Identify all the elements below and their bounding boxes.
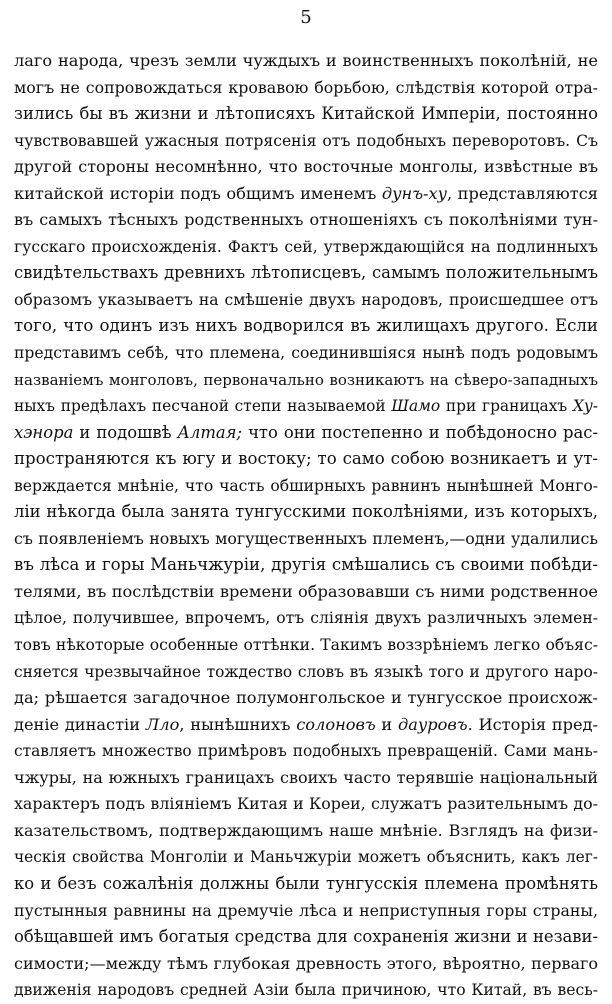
text-segment: въ лѣса и горы Маньчжуріи, другія смѣшались съ своими побѣди- (14, 555, 598, 575)
text-segment: того, что одинъ изъ нихъ водворился въ жилищахъ другого. Если (14, 316, 598, 336)
italic-term: Ху- (572, 397, 598, 416)
text-segment: съ появленіемъ новыхъ могущественныхъ племенъ,—одни удалились (14, 528, 598, 548)
text-line (14, 287, 598, 314)
text-segment: ставляетъ множество примѣровъ подобныхъ превращеній. Сами мань- (14, 742, 598, 761)
text-segment: ко и безъ сожалѣнія должны были тунгусскія племена промѣнять (14, 873, 598, 893)
text-line (14, 154, 598, 181)
text-segment: . Исторія пред- (467, 714, 598, 734)
text-line (14, 340, 598, 367)
text-line (14, 420, 598, 447)
text-line (14, 313, 598, 340)
text-segment: ческія свойства Монголіи и Маньчжуріи можетъ объяснить, какъ лег- (14, 848, 598, 867)
italic-term: Шамо (391, 397, 441, 416)
text-segment: , нынѣшнихъ (179, 714, 297, 734)
text-line (14, 473, 598, 500)
text-segment: китайской исторіи подъ общимъ именемъ (14, 183, 382, 203)
text-segment: чжуры, на южныхъ границахъ своихъ часто терявшіе національный (14, 767, 598, 787)
text-line (14, 367, 598, 394)
text-line (14, 552, 598, 579)
text-line (14, 738, 598, 765)
text-segment: товъ нѣкоторые особенные оттѣнки. Такимъ воззрѣніемъ легко объяс- (14, 636, 598, 655)
text-segment: верждается мнѣніе, что часть обширныхъ равнинъ нынѣшней Монго- (14, 476, 598, 495)
text-segment: чувствовавшей ужасныя потрясенія отъ подобныхъ переворотовъ. Съ (14, 131, 598, 150)
text-line (14, 207, 598, 234)
italic-term: Лло (145, 714, 180, 734)
page-number: 5 (300, 7, 312, 28)
text-line (14, 75, 598, 102)
text-line (14, 234, 598, 261)
text-segment: пространяются къ югу и востоку; то само собою возникаетъ и ут- (14, 449, 598, 469)
text-line (14, 632, 598, 659)
italic-term: дауровъ (397, 714, 468, 734)
text-segment: обѣщавшей имъ богатыя средства для сохраненія жизни и незави- (14, 927, 598, 947)
text-segment: цѣлое, получившее, впрочемъ, отъ слiянія двухъ различныхъ элемен- (14, 609, 598, 628)
italic-term: дунъ-ху (381, 183, 447, 203)
text-segment: при границахъ (440, 397, 573, 416)
text-segment: что они постепенно и побѣдоносно рас- (242, 422, 598, 442)
text-segment: сняется чрезвычайное тождество словъ въ языкѣ того и другого наро- (14, 662, 598, 681)
text-line (14, 844, 598, 871)
text-line (14, 659, 598, 686)
text-line (14, 48, 598, 75)
text-segment: деніе династіи (14, 714, 146, 734)
text-segment: , представляются (446, 183, 598, 203)
text-segment: симости;—между тѣмъ глубокая древность этого, вѣроятно, перваго (14, 953, 598, 973)
text-line (14, 579, 598, 606)
text-segment: свидѣтельствахъ древнихъ лѣтописцевъ, самымъ положительнымъ (14, 263, 598, 283)
text-segment: представимъ себѣ, что племена, соединившіяся нынѣ подъ родовымъ (14, 344, 598, 363)
text-segment: движенія народовъ средней Азіи была причиною, что Китай, въ весь- (14, 981, 598, 1000)
text-line (14, 818, 598, 845)
text-line (14, 393, 598, 420)
text-segment: лаго народа, чрезъ земли чуждыхъ и воинственныхъ поколѣній, не (14, 51, 598, 70)
text-line (14, 791, 598, 818)
text-segment: пустынныя равнины на дремучіе лѣса и неприступныя горы страны, (14, 900, 598, 920)
italic-term: Алтая; (177, 422, 243, 442)
text-line (14, 128, 598, 155)
text-segment: въ самыхъ тѣсныхъ родственныхъ отношеніяхъ съ поколѣніями тун- (14, 210, 598, 230)
text-line (14, 181, 598, 208)
text-line (14, 898, 598, 925)
text-line (14, 446, 598, 473)
text-segment: ліи нѣкогда была занята тунгусскими поколѣніями, изъ которыхъ, (14, 502, 598, 522)
text-segment: и подошвѣ (73, 422, 178, 442)
body-text (14, 48, 598, 1004)
text-line (14, 499, 598, 526)
text-line (14, 871, 598, 898)
text-segment: зились бы въ жизни и лѣтописяхъ Китайской Имперіи, постоянно (14, 104, 598, 124)
text-line (14, 260, 598, 287)
text-segment: телями, въ послѣдствіи времени образовавши съ ними родственное (14, 581, 598, 601)
text-line (14, 712, 598, 739)
text-line (14, 977, 598, 1004)
text-segment: характеръ подъ вліяніемъ Китая и Кореи, служатъ разительнымъ до- (14, 794, 598, 814)
text-segment: названіемъ монголовъ, первоначально возникаютъ на сѣверо-западныхъ (14, 370, 598, 389)
text-segment: и (375, 714, 398, 734)
text-segment: гусскаго происхожденія. Фактъ сей, утверждающійся на подлинныхъ (14, 237, 598, 256)
italic-term: солоновъ (296, 714, 376, 734)
text-segment: образомъ указываетъ на смѣшеніе двухъ народовъ, происшедшее отъ (14, 290, 598, 309)
italic-term: хэнора (14, 422, 74, 442)
text-line (14, 605, 598, 632)
text-segment: да; рѣшается загадочное полумонгольское и тунгусское происхож- (14, 688, 598, 708)
text-segment: казательствомъ, подтверждающимъ наше мнѣніе. Взглядъ на физи- (14, 820, 598, 840)
text-line (14, 526, 598, 553)
text-line (14, 101, 598, 128)
text-line (14, 765, 598, 792)
text-segment: ныхъ предѣлахъ песчаной степи называемой (14, 397, 392, 416)
text-line (14, 685, 598, 712)
text-segment: могъ не сопровождаться кровавою борьбою, слѣдствія которой отра- (14, 77, 598, 97)
text-segment: другой стороны несомнѣнно, что восточные монголы, извѣстные въ (14, 157, 598, 177)
text-line (14, 924, 598, 951)
